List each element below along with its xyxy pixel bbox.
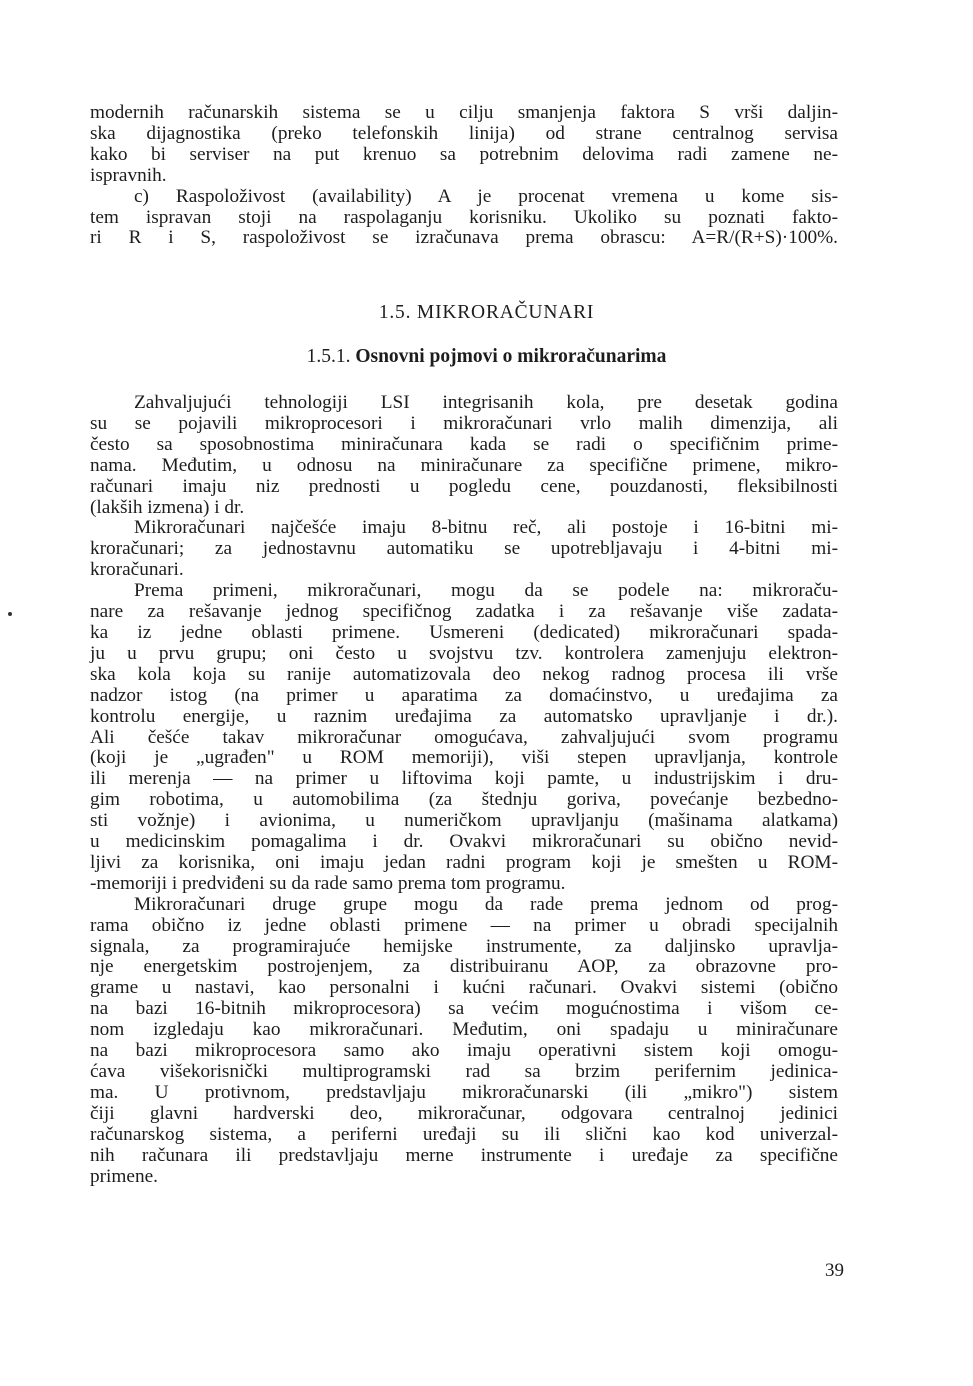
text-line: nje energetskim postrojenjem, za distribuiranu AOP, za obrazovne pro- [90, 956, 838, 978]
text-line: Mikroračunari najčešće imaju 8-bitnu reč, ali postoje i 16-bitni mi- [134, 517, 838, 539]
subsection-number: 1.5.1. [306, 346, 351, 367]
text-line: nadzor istog (na primer u aparatima za domaćinstvo, u uređajima za [90, 684, 838, 706]
subsection-title: Osnovni pojmovi o mikroračunarima [355, 346, 667, 367]
text-line: u medicinskim pomagalima i dr. Ovakvi mikroračunari su obično nevid- [90, 831, 838, 853]
text-line: Prema primeni, mikroračunari, mogu da se podele na: mikroraču- [134, 580, 838, 602]
text-line: Zahvaljujući tehnologiji LSI integrisanih kola, pre desetak godina [134, 392, 838, 413]
text-line: ili merenja — na primer u liftovima koji pamte, u industrijskim i dru- [90, 768, 838, 790]
text-line: kroračunari. [90, 559, 184, 581]
body-text [90, 393, 838, 1187]
text-line: ju u prvu grupu; oni često u svojstvu tzv. kontrolera zamenjuju elektron- [90, 642, 838, 664]
text-line: su se pojavili mikroprocesori i mikroračunari vrlo malih dimenzija, ali [90, 412, 838, 434]
text-line: Ali češće takav mikroračunar omogućava, zahvaljujući svom programu [90, 726, 838, 748]
text-line: ma. U protivnom, predstavljaju mikroračunarski (ili „mikro") sistem [90, 1081, 838, 1103]
text-line: ri R i S, raspoloživost se izračunava prema obrascu: A=R/(R+S)·100%. [90, 227, 838, 249]
text-line: sti vožnje) i avionima, u numeričkom upravljanju (mašinama alatkama) [90, 810, 838, 832]
text-line: često sa sposobnostima miniračunara kada se radi o specifičnim prime- [90, 433, 838, 455]
text-line: ljivi za korisnika, oni imaju jedan radni program koji je smešten u ROM- [90, 851, 838, 873]
margin-mark [8, 612, 12, 616]
text-line: ska kola koja su ranije automatizovala deo nekog radnog procesa ili vrše [90, 663, 838, 685]
subsection-heading [0, 346, 973, 368]
text-line: računari imaju niz prednosti u pogledu cene, pouzdanosti, fleksibilnosti [90, 475, 838, 497]
text-line: c) Raspoloživost (availability) A je procenat vremena u kome sis- [134, 185, 838, 207]
text-line: nama. Međutim, u odnosu na miniračunare za specifične primene, mikro- [90, 454, 838, 476]
text-line: računarskog sistema, a periferni uređaji su ili slični kao kod univerzal- [90, 1123, 838, 1145]
text-line: grame u nastavi, kao personalni i kućni računari. Ovakvi sistemi (obično [90, 977, 838, 999]
text-line: nih računara ili predstavljaju merne instrumente i uređaje za specifične [90, 1144, 838, 1166]
page-number: 39 [825, 1260, 844, 1281]
text-line: kontrolu energije, u raznim uređajima za automatsko upravljanje i dr.). [90, 705, 838, 727]
text-line: primene. [90, 1165, 158, 1187]
text-line: ka iz jedne oblasti primene. Usmereni (dedicated) mikroračunari spada- [90, 621, 838, 643]
text-line: (koji je „ugrađen" u ROM memoriji), viši stepen upravljanja, kontrole [90, 747, 838, 769]
text-line: (lakših izmena) i dr. [90, 496, 245, 518]
text-line: na bazi 16-bitnih mikroprocesora) sa većim mogućnostima i višom ce- [90, 998, 838, 1020]
text-line: kroračunari; za jednostavnu automatiku se upotrebljavaju i 4-bitni mi- [90, 538, 838, 560]
text-line: na bazi mikroprocesora samo ako imaju operativni sistem koji omogu- [90, 1040, 838, 1062]
text-line: ispravnih. [90, 164, 167, 186]
section-heading: 1.5. MIKRORAČUNARI [378, 302, 595, 323]
text-line: ska dijagnostika (preko telefonskih linija) od strane centralnog servisa [90, 122, 838, 144]
text-line: signala, za programirajuće hemijske instrumente, za daljinsko upravlja- [90, 935, 838, 957]
text-line: nom izgledaju kao mikroračunari. Međutim, oni spadaju u miniračunare [90, 1019, 838, 1041]
text-line: gim robotima, u automobilima (za štednju goriva, povećanje bezbedno- [90, 789, 838, 811]
text-line: čiji glavni hardverski deo, mikroračunar, odgovara centralnoj jedinici [90, 1102, 838, 1124]
text-line: tem ispravan stoji na raspolaganju korisniku. Ukoliko su poznati fakto- [90, 206, 838, 228]
text-line: modernih računarskih sistema se u cilju smanjenja faktora S vrši daljin- [90, 102, 838, 123]
continued-paragraph [90, 103, 838, 249]
text-line: Mikroračunari druge grupe mogu da rade prema jednom od prog- [134, 893, 838, 915]
text-line: rama obično iz jedne oblasti primene — na primer u obradi specijalnih [90, 914, 838, 936]
text-line: nare za rešavanje jednog specifičnog zadatka i za rešavanje više zadata- [90, 601, 838, 623]
text-line: -memoriji i predviđeni su da rade samo prema tom programu. [90, 872, 566, 894]
text-line: kako bi serviser na put krenuo sa potrebnim delovima radi zamene ne- [90, 143, 838, 165]
text-line: ćava višekorisnički multiprogramski rad sa brzim perifernim jedinica- [90, 1061, 838, 1082]
